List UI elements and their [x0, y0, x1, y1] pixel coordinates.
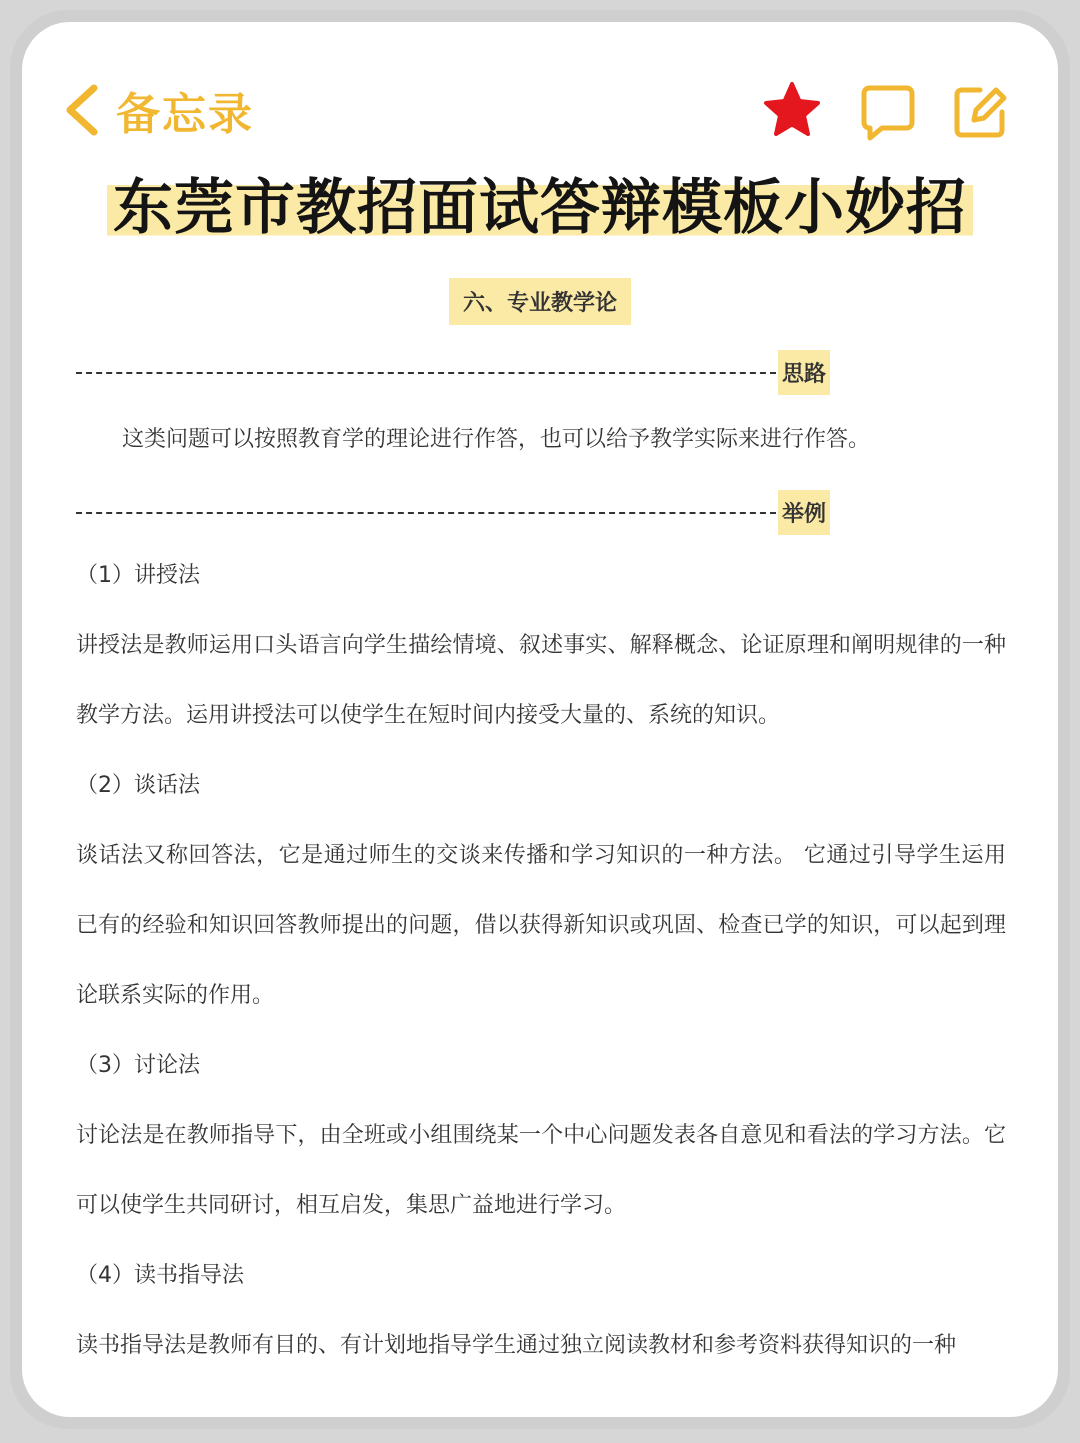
- list-item: [76, 1252, 1006, 1381]
- back-label: 备忘录: [116, 89, 254, 140]
- list-item: [76, 762, 1006, 1031]
- list-item: [76, 1042, 1006, 1241]
- item-heading: （4）读书指导法: [76, 1263, 244, 1288]
- navigation-bar: [22, 22, 1058, 172]
- list-item: [76, 552, 1006, 751]
- section-title: 六、专业教学论: [449, 278, 631, 325]
- edit-icon[interactable]: [950, 82, 1010, 142]
- item-body: 谈话法又称回答法，它是通过师生的交谈来传播和学习知识的一种方法。 它通过引导学生运用已有的经验和知识回答教师提出的问题，借以获得新知识或巩固、检查已学的知识，可以起到理论联系实际的作用。: [76, 843, 1006, 1008]
- chevron-left-icon: [62, 82, 102, 138]
- dashed-line: [76, 372, 776, 374]
- item-heading: （3）讨论法: [76, 1053, 200, 1078]
- dashed-line: [76, 512, 776, 514]
- divider-label-examples: 举例: [778, 490, 830, 535]
- item-heading: （1）讲授法: [76, 563, 200, 588]
- intro-text: 这类问题可以按照教育学的理论进行作答，也可以给予教学实际来进行作答。: [122, 427, 871, 452]
- comment-icon[interactable]: [858, 82, 918, 142]
- divider-label-approach: 思路: [778, 350, 830, 395]
- item-body: 讲授法是教师运用口头语言向学生描绘情境、叙述事实、解释概念、论证原理和阐明规律的一种教学方法。运用讲授法可以使学生在短时间内接受大量的、系统的知识。: [76, 633, 1006, 728]
- page-title: 东莞市教招面试答辩模板小妙招: [107, 172, 973, 244]
- star-icon[interactable]: [762, 80, 822, 140]
- divider-approach: [76, 350, 830, 395]
- item-heading: （2）谈话法: [76, 773, 200, 798]
- item-body: 讨论法是在教师指导下，由全班或小组围绕某一个中心问题发表各自意见和看法的学习方法。它可以使学生共同研讨，相互启发，集思广益地进行学习。: [76, 1123, 1006, 1218]
- notes-screen: [22, 22, 1058, 1417]
- note-body[interactable]: [76, 552, 1006, 1392]
- back-button[interactable]: [62, 78, 254, 142]
- divider-examples: [76, 490, 830, 535]
- title-container: [22, 172, 1058, 244]
- section-container: [22, 278, 1058, 325]
- item-body: 读书指导法是教师有目的、有计划地指导学生通过独立阅读教材和参考资料获得知识的一种: [76, 1333, 957, 1358]
